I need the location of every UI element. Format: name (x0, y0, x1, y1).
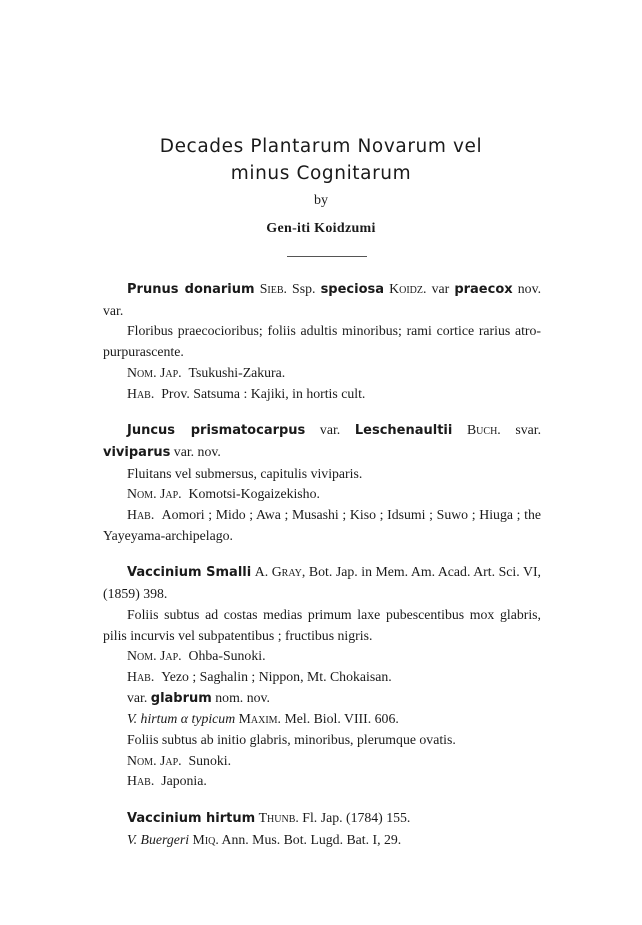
habitat-line (103, 505, 541, 546)
author-name: Gen-iti Koidzumi (266, 221, 376, 236)
taxon-author: Thunb. (258, 810, 299, 826)
species-entry (103, 420, 541, 546)
greek-letter: α (177, 711, 192, 727)
nom-value: Sunoki. (188, 752, 232, 768)
diagnosis-text: Floribus praecocioribus; foliis adultis minoribus; rami cortice rarius atro-purpurascente. (103, 323, 541, 360)
japanese-name-line (103, 646, 541, 667)
hab-value: Aomori ; Mido ; Awa ; Musashi ; Kiso ; Idsumi ; Suwo ; Hiuga ; the Yayeyama-archipelago. (103, 507, 541, 543)
entry-heading (103, 808, 541, 830)
variety-name: Leschenaultii (354, 423, 453, 439)
title-line-1: Decades Plantarum Novarum vel (159, 136, 483, 157)
habitat-line (103, 667, 541, 688)
diagnosis-text: Fluitans vel submersus, capitulis viviparis. (127, 465, 363, 481)
entry-heading (103, 420, 541, 463)
separator-rule (287, 256, 367, 257)
entry-heading (103, 279, 541, 321)
title-line-2: minus Cognitarum (230, 163, 412, 184)
citation-text: Fl. Jap. (1784) 155. (298, 810, 411, 826)
byline: by (314, 193, 328, 208)
entry-heading (103, 562, 541, 604)
taxon-author: Sieb. (259, 281, 287, 296)
nom-label: Nom. Jap. (127, 486, 182, 502)
species-entry (103, 562, 541, 792)
paper-title (0, 133, 642, 187)
diagnosis-text: Foliis subtus ad costas medias primum laxe pubescentibus mox glabris, pilis incurvis vel subpatentibus ; fructibus nigris. (103, 606, 541, 643)
hab-label: Hab. (127, 773, 155, 789)
habitat-line (103, 384, 541, 405)
japanese-name-line (103, 751, 541, 772)
hab-label: Hab. (127, 668, 155, 684)
article-body (103, 279, 541, 867)
subspecies-name: speciosa (320, 282, 385, 297)
subvariety-name: viviparus (103, 444, 171, 460)
diagnosis-text: Foliis subtus ab initio glabris, minoribus, plerumque ovatis. (127, 732, 456, 748)
taxon-name: Vaccinium Smalli (127, 565, 252, 581)
nom-value: Komotsi-Kogaizekisho. (188, 486, 320, 502)
rank-text: Ssp. (286, 281, 321, 296)
citation-text: , Bot. Jap. in Mem. Am. Acad. Art. Sci. VI, (1859) 398. (103, 564, 541, 602)
species-entry (103, 808, 541, 850)
taxon-name: Vaccinium hirtum (127, 811, 256, 827)
taxon-author: Buch. (466, 422, 501, 438)
variety-name: glabrum (150, 690, 212, 706)
var-suffix: nom. nov. (211, 689, 270, 705)
novelty-note: var. nov. (170, 443, 221, 459)
hab-value: Japonia. (161, 773, 207, 789)
japanese-name-line (103, 363, 541, 384)
nom-value: Ohba-Sunoki. (188, 648, 266, 664)
rank-text: svar. (500, 422, 542, 438)
novelty-note: nov. var. (103, 281, 542, 318)
nom-label: Nom. Jap. (127, 752, 182, 768)
var-prefix: var. (127, 689, 151, 705)
variety-line (103, 688, 541, 710)
taxon-name: Juncus prismatocarpus (127, 423, 306, 439)
synonym-line (103, 830, 541, 851)
hab-label: Hab. (127, 507, 155, 523)
synonym-name: V. hirtum (127, 711, 178, 727)
rank-text: var (426, 281, 455, 296)
citation-text: Ann. Mus. Bot. Lugd. Bat. I, 29. (218, 831, 402, 847)
nom-value: Tsukushi-Zakura. (188, 364, 286, 380)
species-entry (103, 279, 541, 404)
hab-value: Prov. Satsuma : Kajiki, in hortis cult. (161, 385, 366, 401)
japanese-name-line (103, 484, 541, 505)
citation-text: Mel. Biol. VIII. 606. (281, 711, 399, 727)
taxon-author: A. Gray (254, 564, 302, 580)
synonym-name: V. Buergeri (127, 831, 190, 847)
hab-value: Yezo ; Saghalin ; Nippon, Mt. Chokaisan. (161, 668, 392, 684)
habitat-line (103, 771, 541, 792)
nom-label: Nom. Jap. (127, 364, 182, 380)
rank-text: var. (305, 422, 355, 438)
synonym-line (103, 709, 541, 730)
taxon-author: Maxim. (238, 711, 282, 727)
taxon-author: Koidz. (389, 281, 427, 296)
synonym-name: typicum (191, 711, 236, 727)
taxon-author: Miq. (192, 831, 219, 847)
variety-name: praecox (454, 282, 513, 297)
nom-label: Nom. Jap. (127, 648, 182, 664)
taxon-name: Prunus donarium (127, 282, 255, 297)
hab-label: Hab. (127, 385, 155, 401)
